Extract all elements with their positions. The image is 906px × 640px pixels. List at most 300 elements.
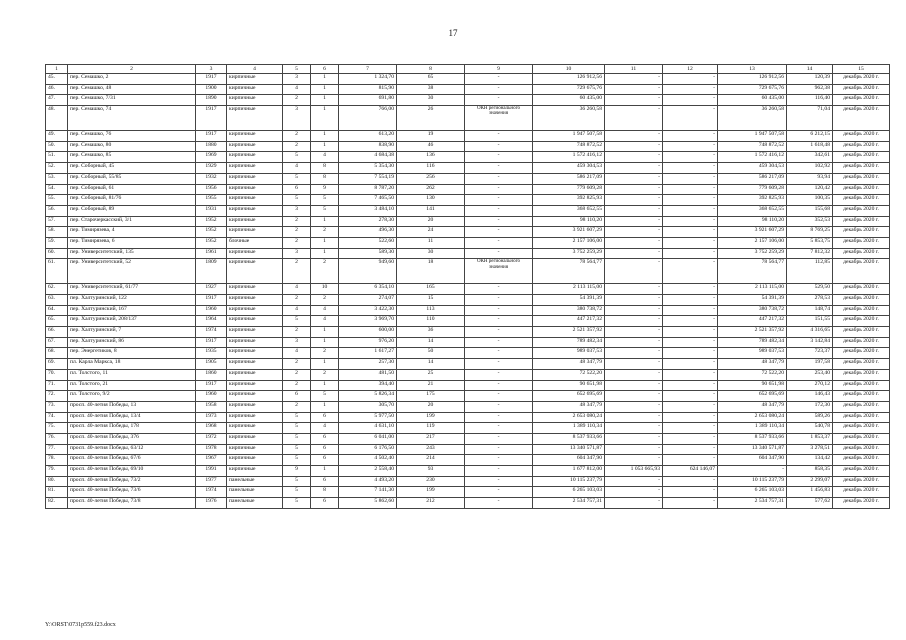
table-cell: 82. — [46, 498, 68, 509]
table-cell: 2 — [283, 327, 311, 338]
table-cell: декабрь 2020 г. — [833, 337, 890, 348]
table-cell: 1 — [311, 359, 339, 370]
table-cell: 72 522,20 — [718, 369, 787, 380]
table-cell: 1958 — [196, 401, 227, 412]
table-cell: - — [663, 433, 718, 444]
table-cell: 1 — [311, 337, 339, 348]
table-cell: - — [605, 433, 663, 444]
table-cell: - — [465, 227, 533, 238]
table-cell: - — [465, 466, 533, 477]
table-cell: 69. — [46, 359, 68, 370]
table-cell: 199 — [397, 487, 465, 498]
table-cell: пер. Университетский, 61/77 — [68, 284, 196, 295]
table-cell: - — [663, 131, 718, 142]
table-cell: 48 347,79 — [533, 401, 605, 412]
table-row — [46, 195, 890, 206]
table-cell: - — [605, 95, 663, 106]
table-cell: - — [663, 305, 718, 316]
table-cell: 1956 — [196, 184, 227, 195]
column-header: 2 — [68, 65, 196, 74]
table-cell: - — [465, 327, 533, 338]
table-cell: 25 — [397, 369, 465, 380]
table-cell: 691,80 — [339, 95, 397, 106]
table-cell: пер. Соборный, 45 — [68, 163, 196, 174]
table-cell: 589,30 — [339, 248, 397, 259]
table-cell: 652 695,69 — [533, 391, 605, 402]
table-cell: 18 — [397, 259, 465, 284]
table-cell: декабрь 2020 г. — [833, 131, 890, 142]
table-cell: - — [465, 348, 533, 359]
table-cell: декабрь 2020 г. — [833, 237, 890, 248]
table-cell: 1 572 416,12 — [533, 152, 605, 163]
table-cell: 270,12 — [787, 380, 833, 391]
table-cell: 1961 — [196, 248, 227, 259]
table-cell: кирпичные — [227, 205, 283, 216]
table-cell: - — [663, 95, 718, 106]
table-cell: 78 564,77 — [718, 259, 787, 284]
table-cell: 3 — [283, 106, 311, 131]
table-cell: - — [605, 337, 663, 348]
table-cell: просп. 40-летия Победы, 69/10 — [68, 466, 196, 477]
table-cell: пер. Университетский, 52 — [68, 259, 196, 284]
table-cell: 66. — [46, 327, 68, 338]
table-cell: 72. — [46, 391, 68, 402]
table-cell: 102,92 — [787, 163, 833, 174]
table-cell: декабрь 2020 г. — [833, 380, 890, 391]
table-cell: 5 826,34 — [339, 391, 397, 402]
table-row — [46, 284, 890, 295]
table-cell: 151,55 — [787, 316, 833, 327]
table-cell: 5 853,75 — [787, 237, 833, 248]
table-cell: декабрь 2020 г. — [833, 466, 890, 477]
table-cell: - — [663, 476, 718, 487]
table-row — [46, 74, 890, 85]
table-cell: 54 391,39 — [533, 295, 605, 306]
column-header: 14 — [787, 65, 833, 74]
table-cell: - — [605, 106, 663, 131]
table-cell: просп. 40-летия Победы, 178 — [68, 423, 196, 434]
table-cell: декабрь 2020 г. — [833, 348, 890, 359]
table-cell: - — [663, 284, 718, 295]
table-cell: - — [605, 295, 663, 306]
table-cell: 1968 — [196, 423, 227, 434]
table-cell: 729 675,76 — [533, 84, 605, 95]
document-path: Y:\ORST\0731p559.f23.docx — [45, 622, 116, 628]
table-cell: 604 347,90 — [533, 455, 605, 466]
table-cell: 48 347,79 — [533, 359, 605, 370]
table-cell: 2 — [283, 369, 311, 380]
table-cell: - — [605, 487, 663, 498]
table-cell: 4 — [283, 284, 311, 295]
table-cell: - — [465, 248, 533, 259]
table-row — [46, 359, 890, 370]
table-cell: 3 921 607,29 — [718, 227, 787, 238]
table-cell: 1900 — [196, 84, 227, 95]
table-cell: 1 — [311, 216, 339, 227]
table-cell: - — [663, 173, 718, 184]
table-cell: кирпичные — [227, 95, 283, 106]
table-cell: 13 340 571,87 — [718, 444, 787, 455]
table-cell: 1991 — [196, 466, 227, 477]
table-cell: 20 — [397, 216, 465, 227]
table-cell: - — [465, 337, 533, 348]
table-cell: кирпичные — [227, 348, 283, 359]
table-cell: 20 — [397, 401, 465, 412]
table-cell: 1 572 416,12 — [718, 152, 787, 163]
table-cell: 1 947 507,58 — [533, 131, 605, 142]
table-row — [46, 476, 890, 487]
table-cell: 10 115 237,79 — [533, 476, 605, 487]
table-cell: - — [663, 216, 718, 227]
table-cell: 278,30 — [339, 216, 397, 227]
table-cell: 9 — [283, 466, 311, 477]
table-cell: - — [465, 498, 533, 509]
table-cell: - — [663, 237, 718, 248]
table-cell: - — [663, 337, 718, 348]
table-cell: 130 — [397, 195, 465, 206]
table-cell: 217 — [397, 433, 465, 444]
table-cell: - — [465, 284, 533, 295]
table-cell: 1 — [311, 401, 339, 412]
table-cell: 5 — [311, 391, 339, 402]
table-cell: 1 677 812,00 — [533, 466, 605, 477]
table-cell: 3 — [283, 248, 311, 259]
table-cell: декабрь 2020 г. — [833, 259, 890, 284]
column-header: 7 — [339, 65, 397, 74]
table-cell: декабрь 2020 г. — [833, 216, 890, 227]
table-cell: - — [465, 391, 533, 402]
table-cell: 1860 — [196, 369, 227, 380]
table-cell: 136 — [397, 152, 465, 163]
table-cell: 100,35 — [787, 195, 833, 206]
table-cell: - — [663, 205, 718, 216]
table-cell: 949,60 — [339, 259, 397, 284]
table-row — [46, 498, 890, 509]
table-cell: кирпичные — [227, 327, 283, 338]
table-row — [46, 369, 890, 380]
table-cell: 368 652,55 — [718, 205, 787, 216]
table-cell: 652 695,69 — [718, 391, 787, 402]
table-cell: 2 521 357,92 — [533, 327, 605, 338]
table-cell: 4 — [311, 423, 339, 434]
table-cell: 51. — [46, 152, 68, 163]
table-cell: пер. Энергетиков, 8 — [68, 348, 196, 359]
column-header: 8 — [397, 65, 465, 74]
table-cell: кирпичные — [227, 295, 283, 306]
table-cell: - — [663, 327, 718, 338]
table-cell: 4 493,20 — [339, 476, 397, 487]
table-cell: - — [605, 259, 663, 284]
table-cell: 3 — [283, 205, 311, 216]
table-cell: 112,85 — [787, 259, 833, 284]
table-cell: 53. — [46, 173, 68, 184]
table-cell: 5 — [311, 195, 339, 206]
table-cell: 243 — [397, 444, 465, 455]
table-cell: 1976 — [196, 498, 227, 509]
column-header: 15 — [833, 65, 890, 74]
table-cell: 49. — [46, 131, 68, 142]
table-cell: 380 738,72 — [718, 305, 787, 316]
table-cell: просп. 40-летия Победы, 13/4 — [68, 412, 196, 423]
table-cell: 146,43 — [787, 391, 833, 402]
table-cell: - — [605, 216, 663, 227]
table-cell: пер. Халтуринский, 208/137 — [68, 316, 196, 327]
table-cell: декабрь 2020 г. — [833, 141, 890, 152]
table-cell: кирпичные — [227, 401, 283, 412]
table-cell: 4 — [311, 152, 339, 163]
table-cell: 126 912,56 — [533, 74, 605, 85]
table-cell: 2 653 080,24 — [718, 412, 787, 423]
table-cell: 257,30 — [339, 359, 397, 370]
table-cell: 3 422,30 — [339, 305, 397, 316]
housing-register-table — [45, 64, 890, 509]
table-cell: кирпичные — [227, 455, 283, 466]
table-cell: 6 265 103,03 — [533, 487, 605, 498]
table-cell: 858,35 — [787, 466, 833, 477]
table-cell: 2 — [283, 359, 311, 370]
table-cell: 46 — [397, 141, 465, 152]
table-cell: - — [465, 316, 533, 327]
table-cell: пер. Семашко, 85 — [68, 152, 196, 163]
table-cell: 1809 — [196, 259, 227, 284]
table-cell: - — [663, 163, 718, 174]
table-cell: 116 — [397, 163, 465, 174]
table-cell: 76. — [46, 433, 68, 444]
table-cell: 73. — [46, 401, 68, 412]
column-header: 3 — [196, 65, 227, 74]
table-cell: 197,58 — [787, 359, 833, 370]
table-cell: 5 — [283, 152, 311, 163]
table-cell: 7 465,50 — [339, 195, 397, 206]
table-cell: 6 265 103,03 — [718, 487, 787, 498]
table-cell: 212 — [397, 498, 465, 509]
table-cell: 5 — [283, 433, 311, 444]
table-cell: просп. 40-летия Победы, 63/12 — [68, 444, 196, 455]
column-header: 12 — [663, 65, 718, 74]
table-cell: декабрь 2020 г. — [833, 163, 890, 174]
table-cell: 6 — [311, 412, 339, 423]
table-cell: кирпичные — [227, 305, 283, 316]
table-cell: - — [663, 348, 718, 359]
table-row — [46, 444, 890, 455]
table-cell: 1917 — [196, 131, 227, 142]
table-cell: кирпичные — [227, 412, 283, 423]
table-cell: декабрь 2020 г. — [833, 401, 890, 412]
table-cell: 256 — [397, 173, 465, 184]
table-cell: - — [465, 476, 533, 487]
table-cell: 8 787,20 — [339, 184, 397, 195]
table-cell: 2 — [283, 141, 311, 152]
table-cell: 5 — [283, 173, 311, 184]
table-row — [46, 305, 890, 316]
table-cell: - — [663, 401, 718, 412]
table-cell: 46. — [46, 84, 68, 95]
table-cell: 2 534 757,31 — [718, 498, 787, 509]
table-cell: - — [663, 295, 718, 306]
table-cell: кирпичные — [227, 248, 283, 259]
table-cell: кирпичные — [227, 391, 283, 402]
table-row — [46, 131, 890, 142]
table-cell: 70. — [46, 369, 68, 380]
table-cell: декабрь 2020 г. — [833, 455, 890, 466]
table-cell: 1 053 665,93 — [605, 466, 663, 477]
table-cell: 1917 — [196, 106, 227, 131]
table-cell: 48 347,79 — [718, 359, 787, 370]
table-cell: кирпичные — [227, 444, 283, 455]
table-cell: 21 — [397, 380, 465, 391]
table-cell: - — [663, 106, 718, 131]
table-cell: - — [465, 74, 533, 85]
table-cell: 1 324,70 — [339, 74, 397, 85]
table-cell: 8 769,25 — [787, 227, 833, 238]
table-cell: 80. — [46, 476, 68, 487]
table-cell: - — [465, 444, 533, 455]
table-cell: декабрь 2020 г. — [833, 391, 890, 402]
table-cell: 48 347,79 — [718, 401, 787, 412]
table-cell: 624 146,07 — [663, 466, 718, 477]
column-header: 5 — [283, 65, 311, 74]
table-cell: 3 752 259,29 — [533, 248, 605, 259]
table-cell: - — [605, 391, 663, 402]
table-cell: 748 872,52 — [533, 141, 605, 152]
table-cell: панельные — [227, 476, 283, 487]
table-cell: кирпичные — [227, 380, 283, 391]
table-cell: 78 564,77 — [533, 259, 605, 284]
table-cell: декабрь 2020 г. — [833, 444, 890, 455]
table-cell: пл. Толстого, 11 — [68, 369, 196, 380]
table-cell: 1 — [311, 106, 339, 131]
table-cell: 47. — [46, 95, 68, 106]
table-cell: 120,42 — [787, 184, 833, 195]
table-cell: 165 — [397, 284, 465, 295]
table-cell: 5 — [311, 205, 339, 216]
table-row — [46, 227, 890, 238]
table-cell: 989 037,53 — [533, 348, 605, 359]
table-cell: 68. — [46, 348, 68, 359]
table-cell: 230 — [397, 476, 465, 487]
table-cell: 2 — [283, 259, 311, 284]
table-cell: - — [465, 369, 533, 380]
table-cell: 5 — [283, 444, 311, 455]
table-cell: - — [465, 423, 533, 434]
table-cell: ОКН регионального значения — [465, 106, 533, 131]
table-cell: 2 — [283, 295, 311, 306]
table-cell: 2 — [283, 401, 311, 412]
table-cell: 5 — [283, 455, 311, 466]
table-cell: декабрь 2020 г. — [833, 305, 890, 316]
table-cell: 3 278,51 — [787, 444, 833, 455]
table-cell: 1978 — [196, 444, 227, 455]
table-cell: 116,40 — [787, 95, 833, 106]
table-cell: декабрь 2020 г. — [833, 433, 890, 444]
table-cell: 5 — [283, 498, 311, 509]
table-cell: 447 217,32 — [718, 316, 787, 327]
table-cell: - — [605, 327, 663, 338]
table-cell: просп. 40-летия Победы, 73/6 — [68, 487, 196, 498]
table-cell: 2 — [311, 295, 339, 306]
table-cell: 126 912,56 — [718, 74, 787, 85]
table-cell: кирпичные — [227, 284, 283, 295]
table-cell: кирпичные — [227, 141, 283, 152]
table-cell: 368 652,55 — [533, 205, 605, 216]
table-cell: 496,30 — [339, 227, 397, 238]
table-cell: 2 — [283, 216, 311, 227]
table-cell: 723,37 — [787, 348, 833, 359]
table-cell: 1 617,27 — [339, 348, 397, 359]
table-cell: 1 — [311, 74, 339, 85]
table-cell: 110 — [397, 316, 465, 327]
table-cell: - — [605, 348, 663, 359]
table-cell: пер. Халтуринский, 86 — [68, 337, 196, 348]
table-cell: 77. — [46, 444, 68, 455]
table-cell: 48. — [46, 106, 68, 131]
table-cell: - — [465, 205, 533, 216]
table-cell: 10 — [311, 284, 339, 295]
table-cell: 148,74 — [787, 305, 833, 316]
table-cell: 604 347,90 — [718, 455, 787, 466]
table-cell: 2 — [311, 348, 339, 359]
table-cell: 1967 — [196, 455, 227, 466]
table-cell: блочные — [227, 237, 283, 248]
table-cell: 5 — [283, 423, 311, 434]
table-cell: декабрь 2020 г. — [833, 195, 890, 206]
table-cell: 447 217,32 — [533, 316, 605, 327]
table-cell: 172,30 — [787, 401, 833, 412]
table-cell: пер. Семашко, 76 — [68, 131, 196, 142]
table-cell: 81. — [46, 487, 68, 498]
table-cell: 1964 — [196, 316, 227, 327]
table-cell: 14 — [397, 359, 465, 370]
table-row — [46, 391, 890, 402]
table-cell: 1974 — [196, 327, 227, 338]
table-cell: пл. Толстого, 21 — [68, 380, 196, 391]
table-cell: декабрь 2020 г. — [833, 95, 890, 106]
table-cell: 120,39 — [787, 74, 833, 85]
table-cell: 8 — [311, 173, 339, 184]
table-cell: 134,42 — [787, 455, 833, 466]
table-cell: декабрь 2020 г. — [833, 284, 890, 295]
table-cell: 15 — [397, 295, 465, 306]
table-cell: пер. Халтуринский, 167 — [68, 305, 196, 316]
table-cell: - — [465, 173, 533, 184]
table-cell: 529,50 — [787, 284, 833, 295]
table-cell: ОКН регионального значения — [465, 259, 533, 284]
table-cell: - — [663, 141, 718, 152]
table-body — [46, 74, 890, 509]
table-cell: 1917 — [196, 74, 227, 85]
table-cell: просп. 40-летия Победы, 376 — [68, 433, 196, 444]
table-cell: - — [605, 163, 663, 174]
table-cell: кирпичные — [227, 84, 283, 95]
table-cell: 8 — [311, 163, 339, 174]
table-row — [46, 237, 890, 248]
table-cell: 1 — [311, 95, 339, 106]
table-cell: 7 812,32 — [787, 248, 833, 259]
table-cell: 577,62 — [787, 498, 833, 509]
table-cell: 262 — [397, 184, 465, 195]
table-cell: просп. 40-летия Победы, 67/6 — [68, 455, 196, 466]
table-cell: - — [663, 248, 718, 259]
table-row — [46, 163, 890, 174]
table-cell: - — [465, 84, 533, 95]
table-cell: 522,60 — [339, 237, 397, 248]
table-cell: 4 316,65 — [787, 327, 833, 338]
column-header: 9 — [465, 65, 533, 74]
table-cell: 3 — [283, 337, 311, 348]
table-cell: пер. Семашко, 80 — [68, 141, 196, 152]
table-cell: 392 825,93 — [533, 195, 605, 206]
table-cell: 9 — [311, 184, 339, 195]
